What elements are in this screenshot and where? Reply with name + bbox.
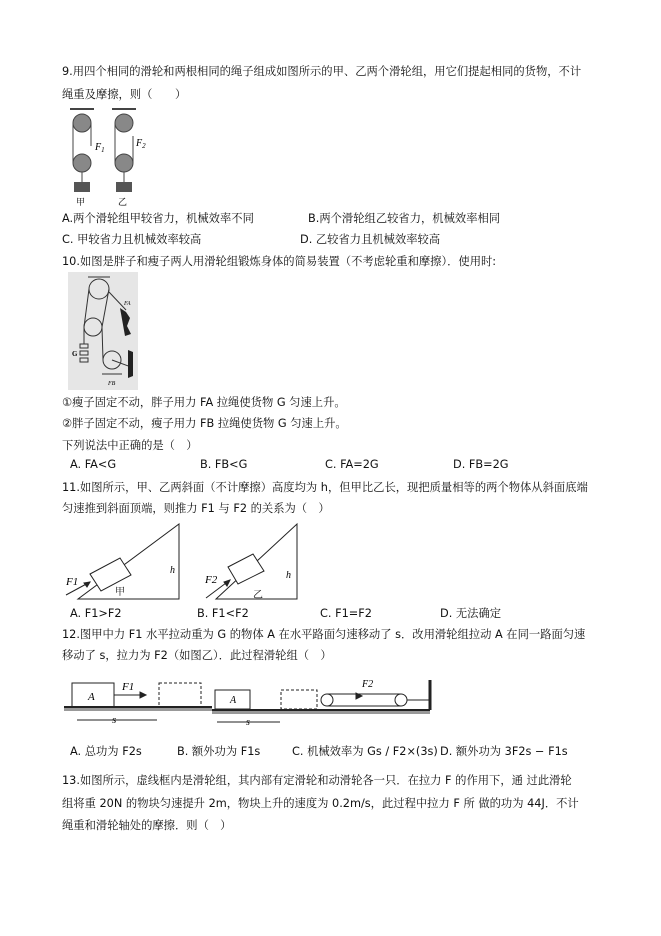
svg-text:F2: F2 [362, 679, 374, 690]
q9-option-c[interactable]: C. 甲较省力且机械效率较高 [62, 233, 202, 246]
q10-stem: 10.如图是胖子和瘦子两人用滑轮组锻炼身体的简易装置（不考虑轮重和摩擦）．使用时: [62, 255, 497, 268]
q12-stem-line1: 12.图甲中力 F1 水平拉动重为 G 的物体 A 在水平路面匀速移动了 s．改用滑轮组拉动 A 在同一路面匀速 [62, 628, 586, 641]
q9-option-b[interactable]: B.两个滑轮组乙较省力，机械效率相同 [308, 212, 501, 225]
q9-option-d[interactable]: D. 乙较省力且机械效率较高 [300, 233, 441, 246]
q12-option-b[interactable]: B. 额外功为 F1s [177, 745, 261, 758]
q11-stem-line1: 11.如图所示，甲、乙两斜面（不计摩擦）高度均为 h，但甲比乙长，现把质量相等的两个物体从斜面底端 [62, 481, 588, 494]
q9-pulley-figure [66, 106, 146, 210]
q10-prompt: 下列说法中正确的是（ ） [62, 439, 198, 452]
q11-incline-figure [60, 520, 320, 602]
q13-stem-line2: 组将重 20N 的物块匀速提升 2m，物块上升的速度为 0.2m/s，此过程中拉力 F 所 做的功为 44J．不计 [62, 797, 579, 810]
q10-option-d[interactable]: D. FB=2G [453, 458, 509, 471]
q12-pull-figure [62, 672, 452, 728]
q10-option-c[interactable]: C. FA=2G [325, 458, 379, 471]
q11-label-yi: 乙 [253, 590, 263, 601]
svg-text:FA: FA [124, 301, 131, 307]
q9-stem-line2: 绳重及摩擦，则（ ） [62, 88, 187, 101]
q9-option-a[interactable]: A.两个滑轮组甲较省力，机械效率不同 [62, 212, 254, 225]
q12-option-a[interactable]: A. 总功为 F2s [70, 745, 142, 758]
svg-text:F1: $F_1$ [95, 142, 105, 154]
svg-text:A: A [230, 695, 237, 706]
svg-text:乙: 乙 [118, 197, 128, 207]
svg-text:h: h [170, 565, 175, 576]
q9-stem-line1: 9.用四个相同的滑轮和两根相同的绳子组成如图所示的甲、乙两个滑轮组，用它们提起相同的货物，不计 [62, 65, 582, 78]
q10-statement-2: ②胖子固定不动，瘦子用力 FB 拉绳使货物 G 匀速上升。 [62, 417, 347, 430]
svg-text:s: s [246, 717, 250, 728]
svg-text:A: A [88, 691, 95, 703]
svg-text:F2: $F_2$ [136, 138, 146, 150]
q10-option-a[interactable]: A. FA<G [70, 458, 117, 471]
svg-text:G: G [72, 350, 78, 358]
svg-text:FB: FB [108, 381, 116, 387]
q10-statement-1: ①瘦子固定不动，胖子用力 FA 拉绳使货物 G 匀速上升。 [62, 396, 346, 409]
q11-option-d[interactable]: D. 无法确定 [440, 607, 502, 620]
svg-text:F1: F1 [66, 576, 79, 588]
svg-text:甲: 甲 [76, 197, 86, 207]
q12-stem-line2: 移动了 s，拉力为 F2（如图乙）．此过程滑轮组（ ） [62, 649, 332, 662]
svg-text:F1: F1 [122, 681, 135, 693]
q11-option-b[interactable]: B. F1<F2 [197, 607, 249, 620]
q11-stem-line2: 匀速推到斜面顶端，则推力 F1 与 F2 的关系为（ ） [62, 502, 330, 515]
q12-option-c[interactable]: C. 机械效率为 Gs / F2×(3s) [292, 745, 438, 758]
svg-text:h: h [286, 570, 291, 581]
svg-text:s: s [112, 714, 117, 726]
q12-option-d[interactable]: D. 额外功为 3F2s − F1s [440, 745, 568, 758]
q11-option-a[interactable]: A. F1>F2 [70, 607, 122, 620]
q10-pulley-figure [68, 272, 138, 390]
svg-text:F2: F2 [205, 574, 218, 586]
q10-option-b[interactable]: B. FB<G [200, 458, 248, 471]
q11-option-c[interactable]: C. F1=F2 [320, 607, 372, 620]
q11-label-jia: 甲 [115, 587, 125, 598]
q13-stem-line3: 绳重和滑轮轴处的摩擦．则（ ） [62, 819, 232, 832]
q13-stem-line1: 13.如图所示，虚线框内是滑轮组，其内部有定滑轮和动滑轮各一只．在拉力 F 的作用下，通 过此滑轮 [62, 774, 572, 787]
